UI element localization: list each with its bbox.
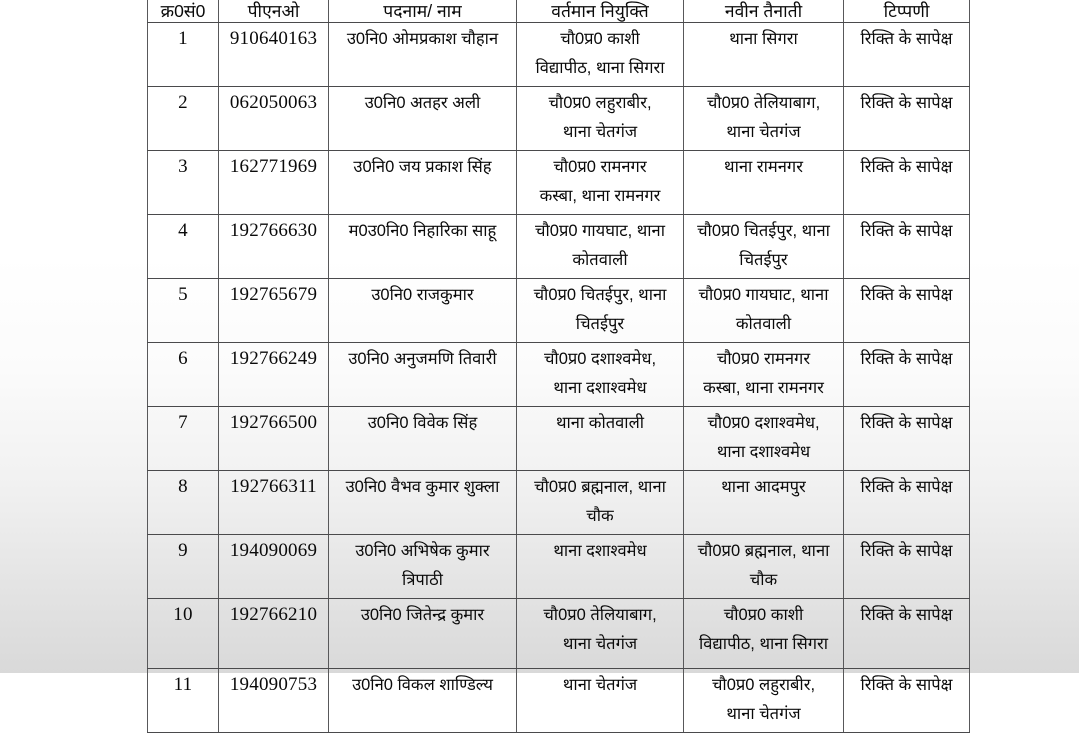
cell-name-line: म0उ0नि0 निहारिका साहू (348, 222, 497, 240)
cell-new-lines (687, 89, 840, 146)
cell-pno: 062050063 (219, 87, 329, 151)
cell-new-lines (687, 25, 840, 54)
table-row (148, 151, 970, 215)
cell-new-line: थाना आदमपुर (721, 478, 806, 496)
cell-name-line: उ0नि0 विकल शाण्डिल्य (352, 676, 493, 694)
cell-name-lines (332, 473, 513, 502)
cell-new (684, 407, 844, 471)
cell-current-lines (520, 345, 680, 402)
cell-sno: 10 (148, 599, 219, 669)
cell-new (684, 279, 844, 343)
cell-current-line: कोतवाली (572, 250, 628, 269)
cell-current-line: चौ0प्र0 तेलियाबाग, (543, 606, 657, 624)
table-row (148, 471, 970, 535)
table-row (148, 535, 970, 599)
cell-current-lines (520, 473, 680, 530)
cell-name (329, 279, 517, 343)
cell-current-lines (520, 671, 680, 700)
cell-current-lines (520, 25, 680, 82)
cell-remark (844, 599, 970, 669)
cell-new-line: थाना रामनगर (724, 158, 803, 176)
cell-current (517, 279, 684, 343)
cell-remark (844, 23, 970, 87)
cell-pno: 192766311 (219, 471, 329, 535)
column-header-pno: पीएनओ (219, 0, 329, 23)
cell-sno: 1 (148, 23, 219, 87)
cell-remark-line: रिक्ति के सापेक्ष (860, 606, 953, 624)
cell-current-lines (520, 537, 680, 566)
cell-current-lines (520, 89, 680, 146)
cell-sno: 8 (148, 471, 219, 535)
cell-new-lines (687, 409, 840, 466)
column-header-sno: क्र0सं0 (148, 0, 219, 23)
cell-remark (844, 471, 970, 535)
cell-current-line: चौ0प्र0 लहुराबीर, (548, 94, 652, 112)
cell-current-lines (520, 409, 680, 438)
cell-remark-lines (847, 473, 966, 502)
table-body (148, 23, 970, 733)
cell-remark-line: रिक्ति के सापेक्ष (860, 222, 953, 240)
cell-current (517, 215, 684, 279)
cell-new-lines (687, 671, 840, 728)
cell-remark (844, 407, 970, 471)
cell-new-lines (687, 537, 840, 594)
cell-new-line: कोतवाली (735, 314, 792, 333)
cell-pno: 910640163 (219, 23, 329, 87)
cell-name (329, 151, 517, 215)
cell-remark-line: रिक्ति के सापेक्ष (860, 478, 953, 496)
cell-current-line: कस्बा, थाना रामनगर (539, 186, 661, 205)
column-header-name: पदनाम/ नाम (329, 0, 517, 23)
cell-current (517, 343, 684, 407)
cell-new-line: थाना सिगरा (729, 30, 798, 48)
cell-current (517, 471, 684, 535)
cell-name-lines (332, 281, 513, 310)
cell-new-line: चौ0प्र0 गायघाट, थाना (698, 286, 829, 304)
cell-new-line: चितईपुर (739, 250, 788, 269)
cell-name (329, 23, 517, 87)
cell-pno: 192766500 (219, 407, 329, 471)
cell-name-lines (332, 153, 513, 182)
cell-name (329, 471, 517, 535)
cell-remark-lines (847, 153, 966, 182)
cell-remark-line: रिक्ति के सापेक्ष (860, 94, 953, 112)
cell-new (684, 535, 844, 599)
table-row (148, 23, 970, 87)
cell-current-line: चौक (586, 506, 614, 525)
cell-new-line: थाना चेतगंज (726, 122, 801, 141)
cell-remark (844, 669, 970, 733)
cell-new-line: चौ0प्र0 लहुराबीर, (711, 676, 816, 694)
cell-current-line: चौ0प्र0 गायघाट, थाना (535, 222, 665, 240)
table-header-row (148, 0, 970, 23)
cell-name-line: उ0नि0 अतहर अली (364, 94, 481, 112)
cell-name-lines (332, 345, 513, 374)
cell-new-line: चौ0प्र0 दशाश्वमेध, (707, 414, 820, 432)
cell-current-line: थाना चेतगंज (562, 676, 638, 694)
transfer-posting-table (147, 0, 970, 733)
cell-name-lines (332, 409, 513, 438)
cell-name-line: उ0नि0 जय प्रकाश सिंह (353, 158, 492, 176)
cell-remark-lines (847, 217, 966, 246)
cell-name-line: उ0नि0 जितेन्द्र कुमार (360, 606, 485, 624)
table-row (148, 669, 970, 733)
cell-current-line: चौ0प्र0 दशाश्वमेध, (543, 350, 657, 368)
cell-new-line: थाना चेतगंज (726, 704, 801, 723)
cell-pno: 194090753 (219, 669, 329, 733)
table-row (148, 215, 970, 279)
cell-current (517, 87, 684, 151)
cell-sno: 4 (148, 215, 219, 279)
cell-sno: 11 (148, 669, 219, 733)
column-header-remark: टिप्पणी (844, 0, 970, 23)
cell-new-line: कस्बा, थाना रामनगर (703, 378, 824, 397)
cell-current-lines (520, 601, 680, 658)
cell-current (517, 151, 684, 215)
cell-remark-line: रिक्ति के सापेक्ष (860, 158, 953, 176)
cell-new (684, 215, 844, 279)
cell-name (329, 407, 517, 471)
cell-sno: 3 (148, 151, 219, 215)
cell-current-line: चौ0प्र0 चितईपुर, थाना (533, 286, 667, 304)
cell-remark-line: रिक्ति के सापेक्ष (860, 676, 953, 694)
cell-sno: 7 (148, 407, 219, 471)
cell-new-lines (687, 217, 840, 274)
cell-current-line: थाना चेतगंज (562, 122, 638, 141)
cell-remark-lines (847, 25, 966, 54)
cell-current-lines (520, 281, 680, 338)
cell-new-line: चौ0प्र0 तेलियाबाग, (706, 94, 821, 112)
cell-current (517, 535, 684, 599)
cell-current-line: चौ0प्र0 काशी (560, 30, 640, 48)
cell-new (684, 151, 844, 215)
cell-remark-line: रिक्ति के सापेक्ष (860, 30, 953, 48)
cell-name-line: उ0नि0 अनुजमणि तिवारी (348, 350, 497, 368)
cell-current (517, 23, 684, 87)
table-header (148, 0, 970, 23)
cell-pno: 192766630 (219, 215, 329, 279)
cell-current-line: चौ0प्र0 रामनगर (553, 158, 647, 176)
cell-remark-line: रिक्ति के सापेक्ष (860, 542, 953, 560)
cell-sno: 6 (148, 343, 219, 407)
cell-name-line: उ0नि0 विवेक सिंह (367, 414, 478, 432)
cell-remark-lines (847, 89, 966, 118)
cell-name-lines (332, 671, 513, 700)
cell-new (684, 343, 844, 407)
cell-remark-line: रिक्ति के सापेक्ष (860, 350, 953, 368)
cell-new-line: चौक (749, 570, 778, 589)
table-row (148, 87, 970, 151)
cell-new-line: विद्यापीठ, थाना सिगरा (698, 634, 829, 653)
cell-new-lines (687, 601, 840, 658)
cell-name (329, 669, 517, 733)
cell-new (684, 669, 844, 733)
cell-current-line: थाना कोतवाली (555, 414, 645, 432)
cell-remark-lines (847, 537, 966, 566)
cell-new-line: चौ0प्र0 चितईपुर, थाना (697, 222, 830, 240)
cell-name (329, 87, 517, 151)
cell-remark-lines (847, 409, 966, 438)
cell-current (517, 407, 684, 471)
cell-name-line: त्रिपाठी (402, 570, 443, 589)
cell-name (329, 215, 517, 279)
cell-remark-lines (847, 671, 966, 700)
cell-remark (844, 87, 970, 151)
cell-name (329, 599, 517, 669)
cell-new-lines (687, 281, 840, 338)
cell-pno: 192766210 (219, 599, 329, 669)
cell-current-line: चौ0प्र0 ब्रह्मनाल, थाना (534, 478, 666, 496)
cell-new-lines (687, 473, 840, 502)
cell-current-lines (520, 153, 680, 210)
table-row (148, 343, 970, 407)
cell-current-line: थाना चेतगंज (562, 634, 638, 653)
cell-name-line: उ0नि0 राजकुमार (371, 286, 474, 304)
cell-remark-lines (847, 345, 966, 374)
cell-current-line: विद्यापीठ, थाना सिगरा (535, 58, 665, 77)
cell-new (684, 471, 844, 535)
cell-name-line: उ0नि0 ओमप्रकाश चौहान (346, 30, 499, 48)
cell-sno: 2 (148, 87, 219, 151)
cell-current (517, 669, 684, 733)
cell-remark (844, 535, 970, 599)
cell-remark-line: रिक्ति के सापेक्ष (860, 414, 953, 432)
cell-remark (844, 151, 970, 215)
cell-new-line: थाना दशाश्वमेध (716, 442, 811, 461)
table-row (148, 599, 970, 669)
column-header-current: वर्तमान नियुक्ति (517, 0, 684, 23)
cell-sno: 9 (148, 535, 219, 599)
cell-sno: 5 (148, 279, 219, 343)
cell-pno: 192765679 (219, 279, 329, 343)
cell-new (684, 599, 844, 669)
cell-new-line: चौ0प्र0 रामनगर (716, 350, 811, 368)
cell-new (684, 23, 844, 87)
cell-new (684, 87, 844, 151)
cell-name-lines (332, 537, 513, 594)
cell-name-lines (332, 25, 513, 54)
table-row (148, 407, 970, 471)
cell-new-lines (687, 345, 840, 402)
cell-remark (844, 279, 970, 343)
cell-current-line: थाना दशाश्वमेध (553, 378, 647, 397)
cell-new-line: चौ0प्र0 काशी (723, 606, 804, 624)
cell-remark (844, 215, 970, 279)
cell-name-lines (332, 217, 513, 246)
cell-name-lines (332, 601, 513, 630)
cell-current (517, 599, 684, 669)
column-header-new: नवीन तैनाती (684, 0, 844, 23)
cell-name-lines (332, 89, 513, 118)
cell-remark (844, 343, 970, 407)
cell-current-lines (520, 217, 680, 274)
cell-name-line: उ0नि0 अभिषेक कुमार (355, 542, 490, 560)
cell-name-line: उ0नि0 वैभव कुमार शुक्ला (345, 478, 500, 496)
cell-new-line: चौ0प्र0 ब्रह्मनाल, थाना (697, 542, 830, 560)
cell-pno: 192766249 (219, 343, 329, 407)
cell-pno: 162771969 (219, 151, 329, 215)
cell-name (329, 343, 517, 407)
cell-current-line: चितईपुर (575, 314, 625, 333)
cell-name (329, 535, 517, 599)
cell-pno: 194090069 (219, 535, 329, 599)
cell-new-lines (687, 153, 840, 182)
cell-remark-lines (847, 281, 966, 310)
cell-remark-lines (847, 601, 966, 630)
table-row (148, 279, 970, 343)
cell-current-line: थाना दशाश्वमेध (553, 542, 647, 560)
cell-remark-line: रिक्ति के सापेक्ष (860, 286, 953, 304)
